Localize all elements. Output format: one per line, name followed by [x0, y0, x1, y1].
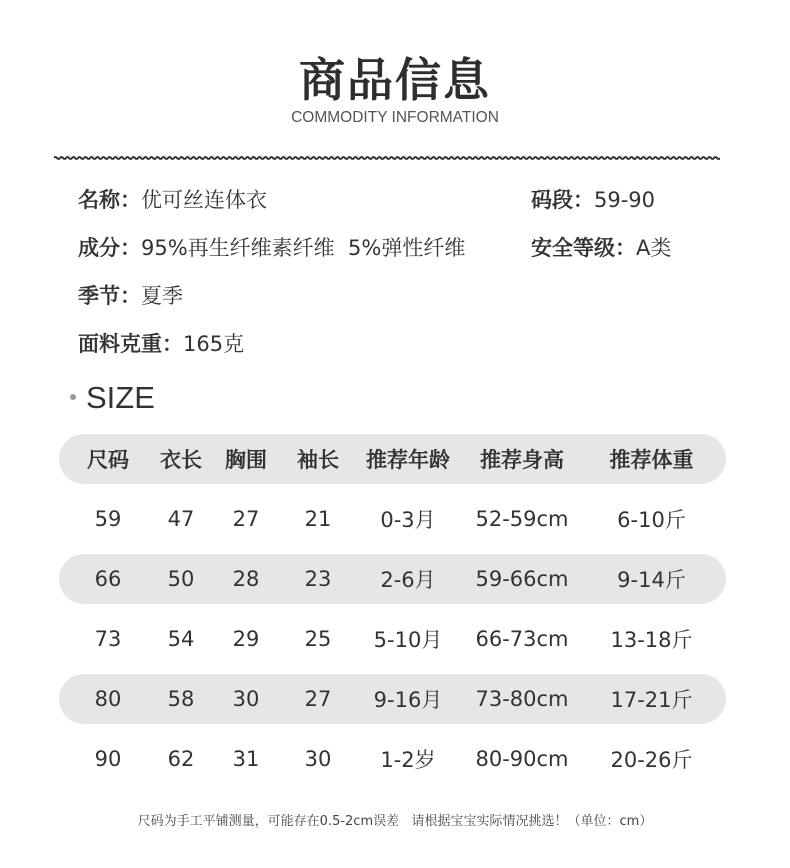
- table-row: [59, 554, 726, 604]
- table-cell: 59: [94, 507, 122, 531]
- table-cell: 62: [167, 747, 195, 771]
- header-cell: 推荐体重: [609, 448, 694, 472]
- table-cell: 27: [304, 687, 332, 711]
- table-cell: 29: [232, 627, 260, 651]
- header-cell: 尺码: [87, 448, 129, 472]
- size-heading: [70, 380, 155, 416]
- table-cell: 17-21斤: [610, 688, 693, 712]
- table-cell: 0-3月: [380, 508, 436, 532]
- table-cell: 73-80cm: [475, 687, 569, 711]
- page-subtitle: COMMODITY INFORMATION: [291, 109, 499, 126]
- table-cell: 20-26斤: [610, 748, 693, 772]
- size-range-value: 59-90: [594, 188, 656, 212]
- table-cell: 30: [304, 747, 332, 771]
- header-cell: 胸围: [225, 448, 267, 472]
- table-cell: 27: [232, 507, 260, 531]
- table-cell: 73: [94, 627, 122, 651]
- size-range-label: 码段：: [531, 188, 594, 212]
- header-cell: 衣长: [160, 448, 202, 472]
- safety-label: 安全等级：: [531, 236, 636, 260]
- table-cell: 66: [94, 567, 122, 591]
- info-composition: [78, 232, 465, 262]
- table-cell: 31: [232, 747, 260, 771]
- table-cell: 58: [167, 687, 195, 711]
- table-cell: 90: [94, 747, 122, 771]
- bullet-dot-icon: [70, 394, 76, 400]
- weight-label: 面料克重：: [78, 332, 183, 356]
- composition-label: 成分：: [78, 236, 141, 260]
- table-cell: 54: [167, 627, 195, 651]
- table-cell: 30: [232, 687, 260, 711]
- table-cell: 28: [232, 567, 260, 591]
- header-cell: 袖长: [297, 448, 339, 472]
- wavy-divider: [54, 154, 720, 162]
- table-cell: 9-16月: [373, 688, 443, 712]
- info-name: [78, 184, 267, 214]
- name-value: 优可丝连体衣: [141, 188, 267, 212]
- table-cell: 50: [167, 567, 195, 591]
- info-size-range: [531, 184, 655, 214]
- page-title: 商品信息: [299, 53, 491, 107]
- table-cell: 25: [304, 627, 332, 651]
- table-row: [59, 494, 726, 544]
- info-season: [78, 280, 183, 310]
- table-cell: 5-10月: [373, 628, 443, 652]
- info-weight: [78, 328, 244, 358]
- size-heading-text: SIZE: [86, 380, 155, 415]
- composition-value: 95%再生纤维素纤维 5%弹性纤维: [141, 236, 466, 260]
- weight-value: 165克: [183, 332, 245, 356]
- table-cell: 80: [94, 687, 122, 711]
- season-label: 季节：: [78, 284, 141, 308]
- table-cell: 52-59cm: [475, 507, 569, 531]
- info-safety: [531, 232, 671, 262]
- table-cell: 1-2岁: [380, 748, 436, 772]
- name-label: 名称：: [78, 188, 141, 212]
- table-cell: 13-18斤: [610, 628, 693, 652]
- table-cell: 6-10斤: [617, 508, 686, 532]
- table-header-row: [59, 434, 726, 484]
- table-cell: 80-90cm: [475, 747, 569, 771]
- table-cell: 66-73cm: [475, 627, 569, 651]
- size-table: [59, 434, 726, 784]
- measurement-footnote: 尺码为手工平铺测量，可能存在0.5-2cm误差 请根据宝宝实际情况挑选！（单位：cm）: [137, 814, 653, 829]
- header-cell: 推荐年龄: [366, 448, 450, 472]
- table-row: [59, 674, 726, 724]
- table-cell: 2-6月: [380, 568, 436, 592]
- table-row: [59, 614, 726, 664]
- table-cell: 47: [167, 507, 195, 531]
- season-value: 夏季: [141, 284, 183, 308]
- header-cell: 推荐身高: [480, 448, 564, 472]
- table-cell: 23: [304, 567, 332, 591]
- table-cell: 59-66cm: [475, 567, 569, 591]
- safety-value: A类: [636, 236, 672, 260]
- table-cell: 9-14斤: [617, 568, 686, 592]
- table-cell: 21: [304, 507, 332, 531]
- table-row: [59, 734, 726, 784]
